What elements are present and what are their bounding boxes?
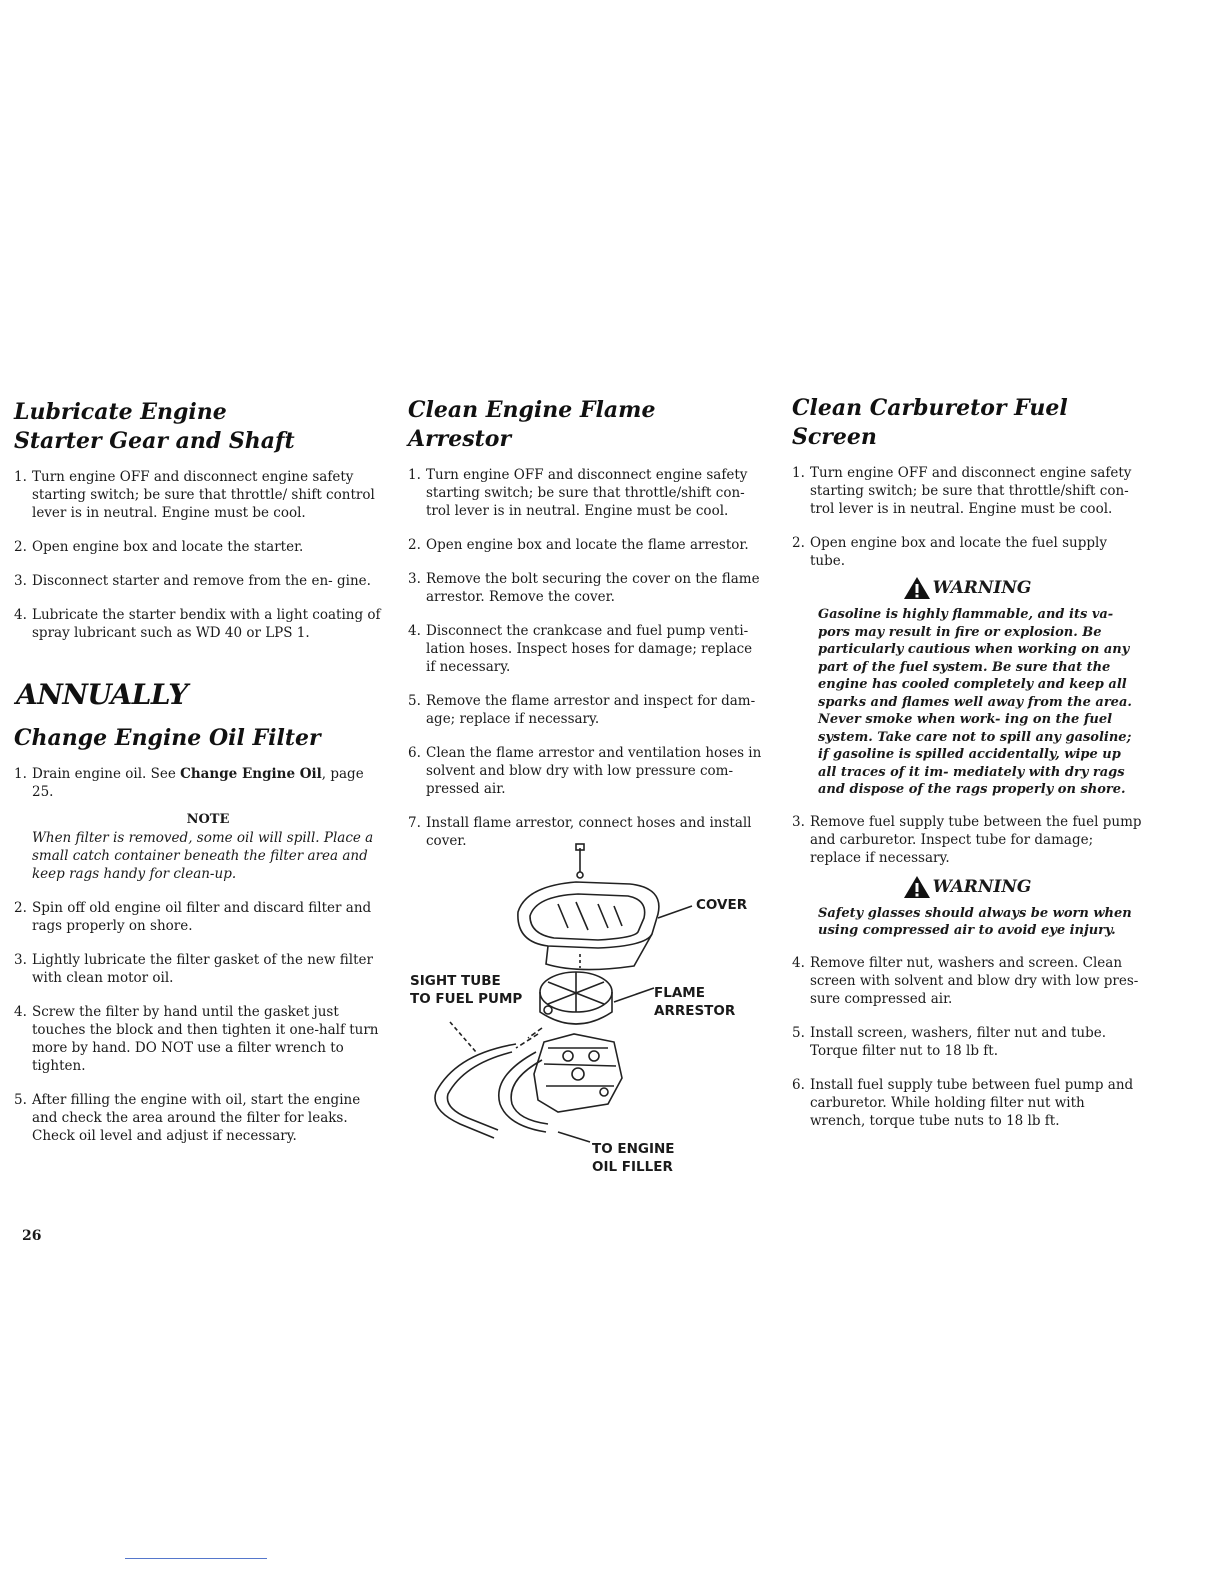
step-item: 2. Open engine box and locate the starter. xyxy=(14,539,304,555)
label-arrestor: ARRESTOR xyxy=(654,1003,736,1019)
step-item: 1. Turn engine OFF and disconnect engine safety starting switch; be sure that throttle/shift con- trol lever is in neutral. Engine must be cool. xyxy=(408,467,748,519)
steps-fuel-screen-c xyxy=(792,954,1142,1130)
step-item: 1. Turn engine OFF and disconnect engine safety starting switch; be sure that throttle/ shift control lever is in neutral. Engine must be cool. xyxy=(14,469,375,521)
label-to-engine: TO ENGINE xyxy=(592,1141,675,1157)
section-annually: ANNUALLY xyxy=(16,678,188,711)
warning-safety-glasses-text: Safety glasses should always be worn when using compressed air to avoid eye injury. xyxy=(818,905,1132,938)
steps-fuel-screen-b xyxy=(792,813,1142,867)
column-middle xyxy=(408,396,763,866)
steps-flame-arrestor xyxy=(408,466,763,850)
step-item: 3. Disconnect starter and remove from the en- gine. xyxy=(14,573,371,589)
column-left xyxy=(14,398,384,1161)
step-item: 4. Disconnect the crankcase and fuel pump venti- lation hoses. Inspect hoses for damage; replace if necessary. xyxy=(408,623,753,675)
steps-fuel-screen xyxy=(792,464,1142,570)
step-item: 7. Install flame arrestor, connect hoses and install cover. xyxy=(408,815,752,849)
bottom-rule xyxy=(125,1558,267,1559)
step-item: 5. Install screen, washers, filter nut and tube. Torque filter nut to 18 lb ft. xyxy=(792,1024,1107,1059)
step-item: 2. Spin off old engine oil filter and discard filter and rags properly on shore. xyxy=(14,900,372,934)
step-item: 6. Install fuel supply tube between fuel pump and carburetor. While holding filter nut with wrench, torque tube nuts to 18 lb ft. xyxy=(792,1076,1134,1129)
steps-lubricate xyxy=(14,468,384,642)
step-item: 2. Open engine box and locate the flame arrestor. xyxy=(408,537,749,553)
warning-triangle-icon xyxy=(903,875,931,899)
warning-triangle-icon xyxy=(903,576,931,600)
note-body: When filter is removed, some oil will spill. Place a small catch container beneath the filter area and keep rags handy for clean-up. xyxy=(32,830,374,882)
step-item: 1. Drain engine oil. See Change Engine Oil, page 25. xyxy=(14,766,364,800)
step-item: 6. Clean the flame arrestor and ventilation hoses in solvent and blow dry with low pressure com- pressed air. xyxy=(408,745,762,797)
flame-arrestor-diagram xyxy=(408,842,768,1182)
step-item: 4. Remove filter nut, washers and screen. Clean screen with solvent and blow dry with low pres- sure compressed air. xyxy=(792,954,1139,1007)
step-item: 5. Remove the flame arrestor and inspect for dam- age; replace if necessary. xyxy=(408,693,756,727)
page-number: 26 xyxy=(22,1228,42,1244)
warning-gasoline-text: Gasoline is highly flammable, and its va- pors may result in fire or explosion. Be particularly cautious when working on any part of the fuel system. Be sure that the engine has cooled completely and keep all sparks and flames well away from the area. Never smoke when work- ing on the fuel system. Take care not to spill any gasoline; if gasoline is spilled accidentally, wipe up all traces of it im- mediately with dry rags and dispose of the rags properly on shore. xyxy=(818,607,1132,797)
label-cover: COVER xyxy=(696,897,748,913)
heading-flame-arrestor: Clean Engine Flame Arrestor xyxy=(408,397,656,452)
label-to-fuel-pump: TO FUEL PUMP xyxy=(410,991,523,1007)
note-heading: NOTE xyxy=(186,812,230,827)
note-block xyxy=(14,811,384,883)
heading-carburetor-fuel-screen: Clean Carburetor Fuel Screen xyxy=(792,395,1068,450)
steps-oil-filter xyxy=(14,765,384,801)
steps-oil-filter-continued xyxy=(14,899,384,1145)
step-item: 1. Turn engine OFF and disconnect engine safety starting switch; be sure that throttle/shift con- trol lever is in neutral. Engine must be cool. xyxy=(792,465,1132,517)
label-oil-filler: OIL FILLER xyxy=(592,1159,673,1175)
step-item: 3. Remove the bolt securing the cover on the flame arrestor. Remove the cover. xyxy=(408,571,760,605)
step-item: 5. After filling the engine with oil, start the engine and check the area around the filter for leaks. Check oil level and adjust if necessary. xyxy=(14,1092,361,1144)
warning-heading: WARNING xyxy=(792,576,1142,600)
step-item: 3. Lightly lubricate the filter gasket of the new filter with clean motor oil. xyxy=(14,952,373,986)
step-item: 4. Screw the filter by hand until the gasket just touches the block and then tighten it one-half turn more by hand. DO NOT use a filter wrench to tighten. xyxy=(14,1004,379,1074)
heading-lubricate-starter: Lubricate Engine Starter Gear and Shaft xyxy=(14,399,295,454)
column-right xyxy=(792,394,1142,1146)
label-sight-tube: SIGHT TUBE xyxy=(410,973,501,989)
heading-change-oil-filter: Change Engine Oil Filter xyxy=(14,725,321,751)
step-item: 3. Remove fuel supply tube between the fuel pump and carburetor. Inspect tube for damage; replace if necessary. xyxy=(792,813,1142,866)
step-item: 4. Lubricate the starter bendix with a light coating of spray lubricant such as WD 40 or LPS 1. xyxy=(14,607,381,641)
label-flame: FLAME xyxy=(654,985,705,1001)
step-item: 2. Open engine box and locate the fuel supply tube. xyxy=(792,535,1107,569)
warning-heading-2: WARNING xyxy=(792,875,1142,899)
